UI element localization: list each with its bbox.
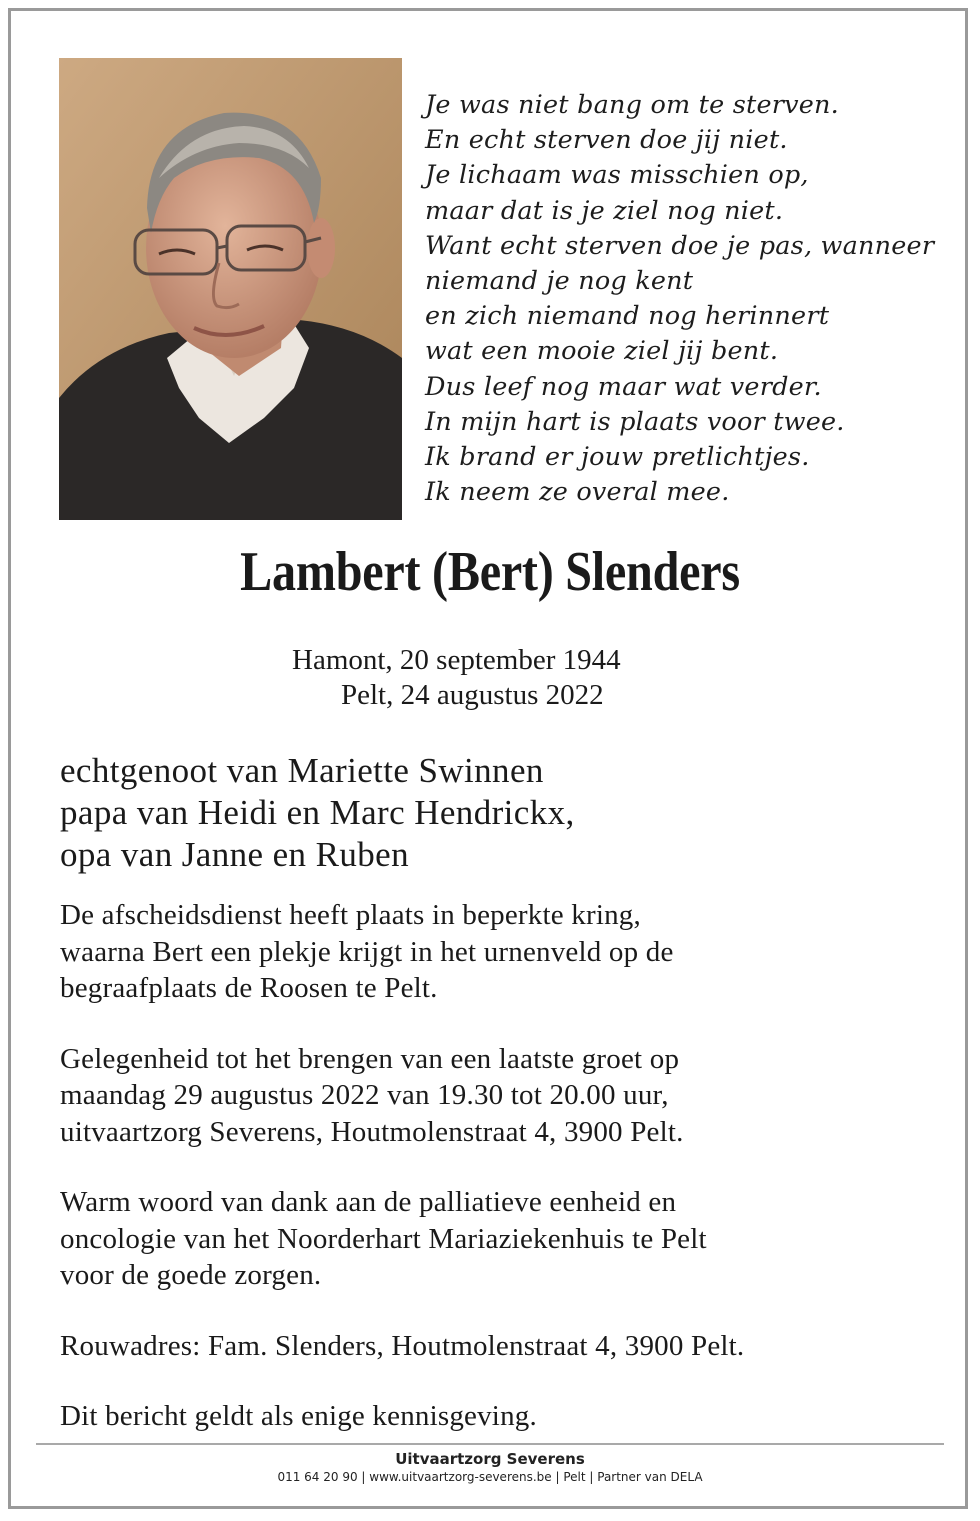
visitation-line: uitvaartzorg Severens, Houtmolenstraat 4, 3900 Pelt. xyxy=(60,1115,684,1148)
footer-divider xyxy=(36,1443,944,1445)
funeral-home-name: Uitvaartzorg Severens xyxy=(395,1450,585,1468)
deceased-name: Lambert (Bert) Slenders xyxy=(240,541,740,603)
poem-line: Je was niet bang om te sterven. xyxy=(425,90,839,120)
poem-line: Want echt sterven doe je pas, wanneer xyxy=(425,230,935,261)
ceremony-line: De afscheidsdienst heeft plaats in beperkte kring, xyxy=(60,899,641,931)
ceremony-line: begraafplaats de Roosen te Pelt. xyxy=(60,972,438,1004)
poem-line: niemand je nog kent xyxy=(425,266,694,297)
relation-line: papa van Heidi en Marc Hendrickx, xyxy=(60,793,575,832)
relation-line: opa van Janne en Ruben xyxy=(60,835,409,874)
poem-line: In mijn hart is plaats voor twee. xyxy=(425,406,845,437)
relation-line: echtgenoot van Mariette Swinnen xyxy=(60,751,544,790)
birth-place-date: Hamont, 20 september 1944 xyxy=(292,644,621,676)
poem-line: Je lichaam was misschien op, xyxy=(425,160,809,191)
mourning-address: Rouwadres: Fam. Slenders, Houtmolenstraat 4, 3900 Pelt. xyxy=(60,1329,745,1362)
poem-line: Dus leef nog maar wat verder. xyxy=(425,371,822,402)
poem-line: En echt sterven doe jij niet. xyxy=(425,125,788,156)
funeral-home-contact: 011 64 20 90 | www.uitvaartzorg-severens.be | Pelt | Partner van DELA xyxy=(277,1470,703,1484)
family-relations xyxy=(60,750,575,876)
visitation-line: maandag 29 augustus 2022 van 19.30 tot 20.00 uur, xyxy=(60,1079,669,1111)
poem-line: Ik neem ze overal mee. xyxy=(425,477,730,508)
memorial-poem xyxy=(425,88,965,510)
closing-notice: Dit bericht geldt als enige kennisgeving. xyxy=(60,1400,537,1432)
poem-line: maar dat is je ziel nog niet. xyxy=(425,195,784,226)
ceremony-line: waarna Bert een plekje krijgt in het urnenveld op de xyxy=(60,935,674,968)
thanks-line: voor de goede zorgen. xyxy=(60,1259,322,1291)
notice-body xyxy=(60,897,960,1435)
poem-line: wat een mooie ziel jij bent. xyxy=(425,336,779,367)
poem-line: en zich niemand nog herinnert xyxy=(425,301,830,332)
visitation-line: Gelegenheid tot het brengen van een laatste groet op xyxy=(60,1042,680,1075)
thanks-line: oncologie van het Noorderhart Mariaziekenhuis te Pelt xyxy=(60,1222,707,1255)
portrait-photo xyxy=(59,58,402,520)
death-place-date: Pelt, 24 augustus 2022 xyxy=(341,679,604,711)
poem-line: Ik brand er jouw pretlichtjes. xyxy=(425,442,810,473)
thanks-line: Warm woord van dank aan de palliatieve eenheid en xyxy=(60,1186,677,1218)
